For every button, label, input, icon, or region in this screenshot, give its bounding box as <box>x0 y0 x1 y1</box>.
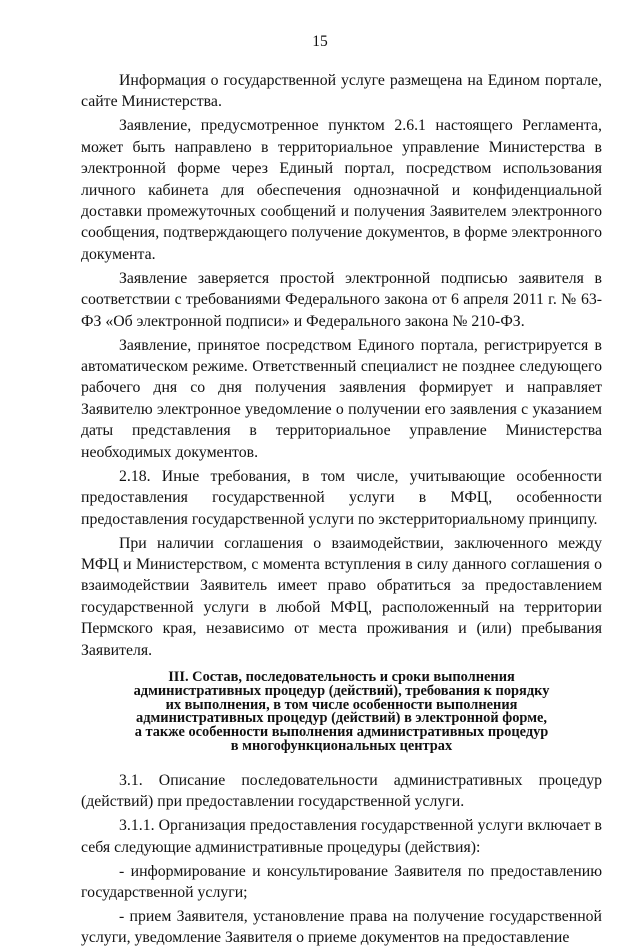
section-heading-line: административных процедур (действий), требования к порядку <box>133 682 550 699</box>
paragraph-automatic-registration: Заявление, принятое посредством Единого портала, регистрируется в автоматическом режиме. Ответственный специалист не позднее следующего рабочего дня со дня получения заявления формирует и направляет Заявителю электронное уведомление о получении его заявления с указанием даты представления в территориальное управление Министерства необходимых документов. <box>81 336 602 461</box>
section-heading-line: их выполнения, в том числе особенности выполнения <box>165 696 518 713</box>
section-heading-line: а также особенности выполнения административных процедур <box>134 724 549 741</box>
paragraph-section-3-1-1: 3.1.1. Организация предоставления государственной услуги включает в себя следующие административные процедуры (действия): <box>81 817 602 856</box>
paragraph-electronic-signature: Заявление заверяется простой электронной подписью заявителя в соответствии с требованиями Федерального закона от 6 апреля 2011 г. № 63-ФЗ «Об электронной подписи» и Федерального закона № 210-ФЗ. <box>81 269 602 330</box>
page-number: 15 <box>312 33 328 50</box>
paragraph-portal-info: Информация о государственной услуге размещена на Едином портале, сайте Министерства. <box>81 72 602 111</box>
list-item-reception: - прием Заявителя, установление права на получение государственной услуги, уведомление Заявителя о приеме документов на предоставление <box>81 907 602 947</box>
section-heading-line: административных процедур (действий) в электронной форме, <box>136 710 547 727</box>
list-item-informing: - информирование и консультирование Заявителя по предоставлению государственной услуги; <box>81 862 602 901</box>
paragraph-section-3-1: 3.1. Описание последовательности административных процедур (действий) при предоставлении государственной услуги. <box>81 771 602 811</box>
section-heading <box>81 668 602 754</box>
document-body <box>81 70 602 951</box>
paragraph-electronic-submission: Заявление, предусмотренное пунктом 2.6.1 настоящего Регламента, может быть направлено в территориальное управление Министерства в электронной форме через Единый портал, посредством использования личного кабинета для обеспечения однозначной и конфиденциальной доставки промежуточных сообщений и получения Заявителем электронного сообщения, подтверждающего получение документов, в форме электронного документа. <box>81 117 602 263</box>
paragraph-section-2-18: 2.18. Иные требования, в том числе, учитывающие особенности предоставления государственной услуги в МФЦ, особенности предоставления государственной услуги по экстерриториальному принципу. <box>81 467 602 528</box>
paragraph-mfc-agreement: При наличии соглашения о взаимодействии, заключенного между МФЦ и Министерством, с момента вступления в силу данного соглашения о взаимодействии Заявитель имеет право обратиться за предоставлением государственной услуги в любой МФЦ, расположенный на территории Пермского края, независимо от места проживания и (или) пребывания Заявителя. <box>81 534 602 659</box>
section-heading-line: в многофункциональных центрах <box>230 737 453 754</box>
section-heading-line: III. Состав, последовательность и сроки выполнения <box>168 668 515 685</box>
